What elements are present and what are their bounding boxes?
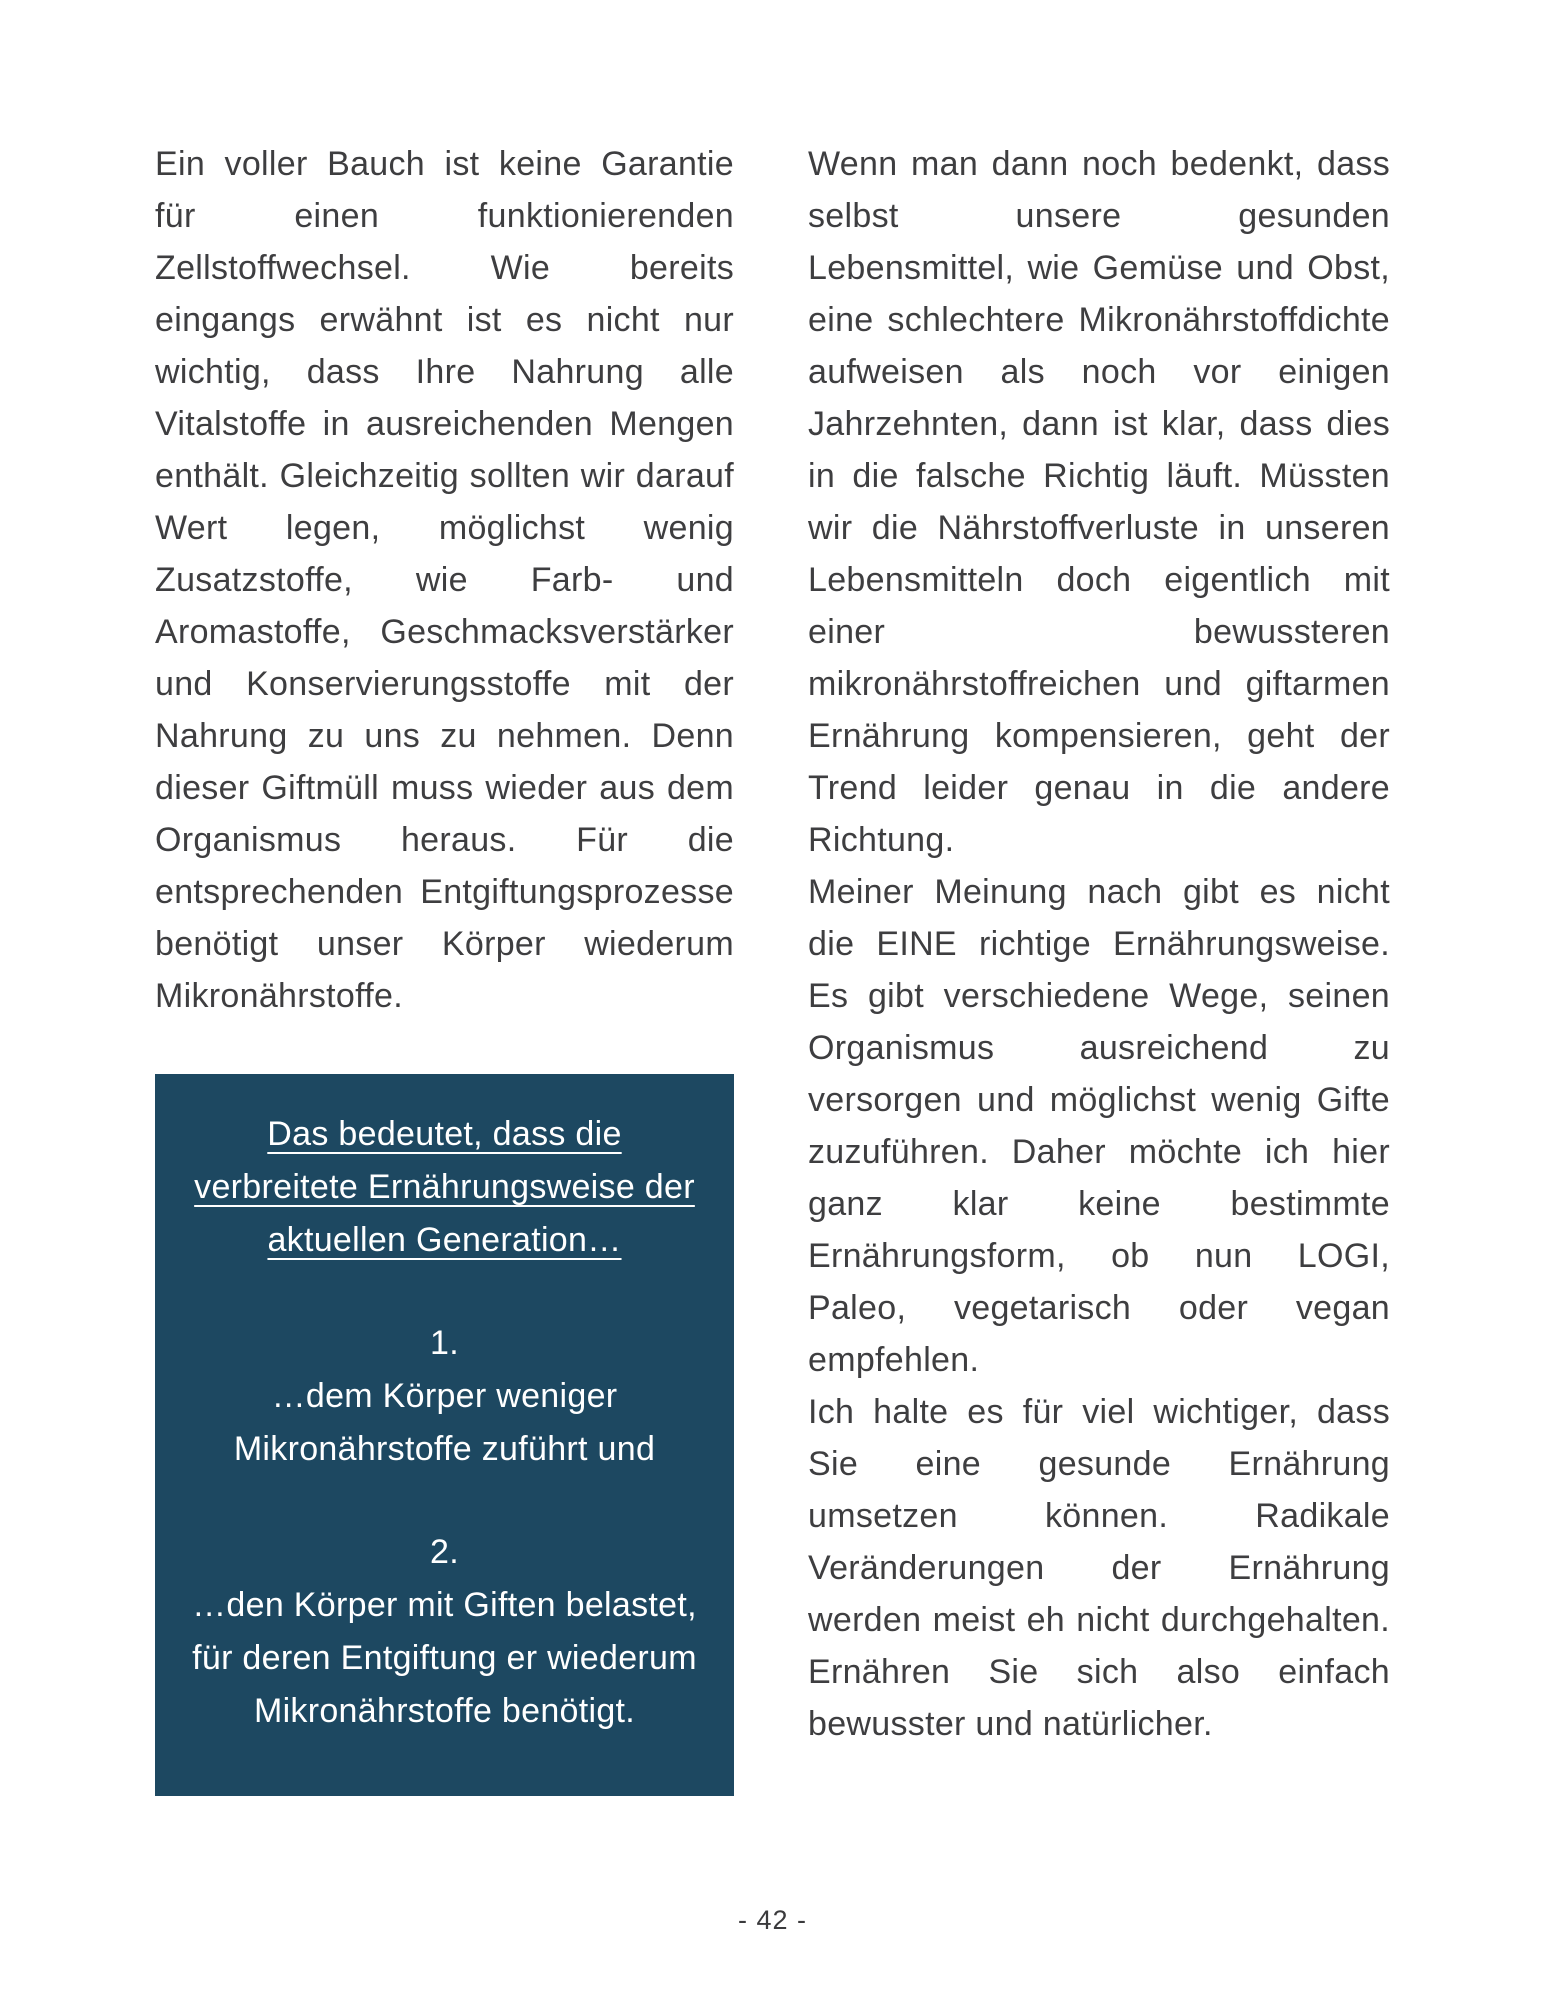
callout-item-2 [181, 1526, 708, 1738]
callout-item-1-text: …dem Körper weniger Mikronährstoffe zuführt und [233, 1377, 656, 1468]
body-paragraph-right-1: Wenn man dann noch bedenkt, dass selbst unsere gesunden Lebensmittel, wie Gemüse und Obst, eine schlechtere Mikronährstoffdichte aufweisen als noch vor einigen Jahrzehnten, dann ist klar, dass dies in die falsche Richtig läuft. Müssten wir die Nährstoffverluste in unseren Lebensmitteln doch eigentlich mit einer bewussteren mikronährstoffreichen und giftarmen Ernährung kompensieren, geht der Trend leider genau in die andere Richtung. [808, 145, 1390, 859]
body-paragraph-right-3: Ich halte es für viel wichtiger, dass Sie eine gesunde Ernährung umsetzen können. Radikale Veränderungen der Ernährung werden meist eh nicht durchgehalten. Ernähren Sie sich also einfach bewusster und natürlicher. [808, 1393, 1390, 1743]
callout-box [155, 1074, 734, 1796]
body-paragraph-right-2: Meiner Meinung nach gibt es nicht die EINE richtige Ernährungsweise. Es gibt verschiedene Wege, seinen Organismus ausreichend zu versorgen und möglichst wenig Gifte zuzuführen. Daher möchte ich hier ganz klar keine bestimmte Ernährungsform, ob nun LOGI, Paleo, vegetarisch oder vegan empfehlen. [808, 873, 1390, 1379]
callout-item-1 [181, 1317, 708, 1476]
callout-item-1-number: 1. [430, 1324, 459, 1362]
callout-item-2-text: …den Körper mit Giften belastet, für deren Entgiftung er wiederum Mikronährstoffe benötigt. [192, 1586, 697, 1730]
callout-heading: Das bedeutet, dass die verbreitete Ernährungsweise der aktuellen Generation… [194, 1115, 695, 1259]
left-column [155, 138, 734, 1796]
callout-item-2-number: 2. [430, 1533, 459, 1571]
page-number: - 42 - [737, 1905, 808, 1935]
right-column [808, 138, 1390, 1750]
body-paragraph-left: Ein voller Bauch ist keine Garantie für einen funktionierenden Zellstoffwechsel. Wie bereits eingangs erwähnt ist es nicht nur wichtig, dass Ihre Nahrung alle Vitalstoffe in ausreichenden Mengen enthält. Gleichzeitig sollten wir darauf Wert legen, möglichst wenig Zusatzstoffe, wie Farb- und Aromastoffe, Geschmacksverstärker und Konservierungsstoffe mit der Nahrung zu uns zu nehmen. Denn dieser Giftmüll muss wieder aus dem Organismus heraus. Für die entsprechenden Entgiftungsprozesse benötigt unser Körper wiederum Mikronährstoffe. [155, 145, 734, 1015]
